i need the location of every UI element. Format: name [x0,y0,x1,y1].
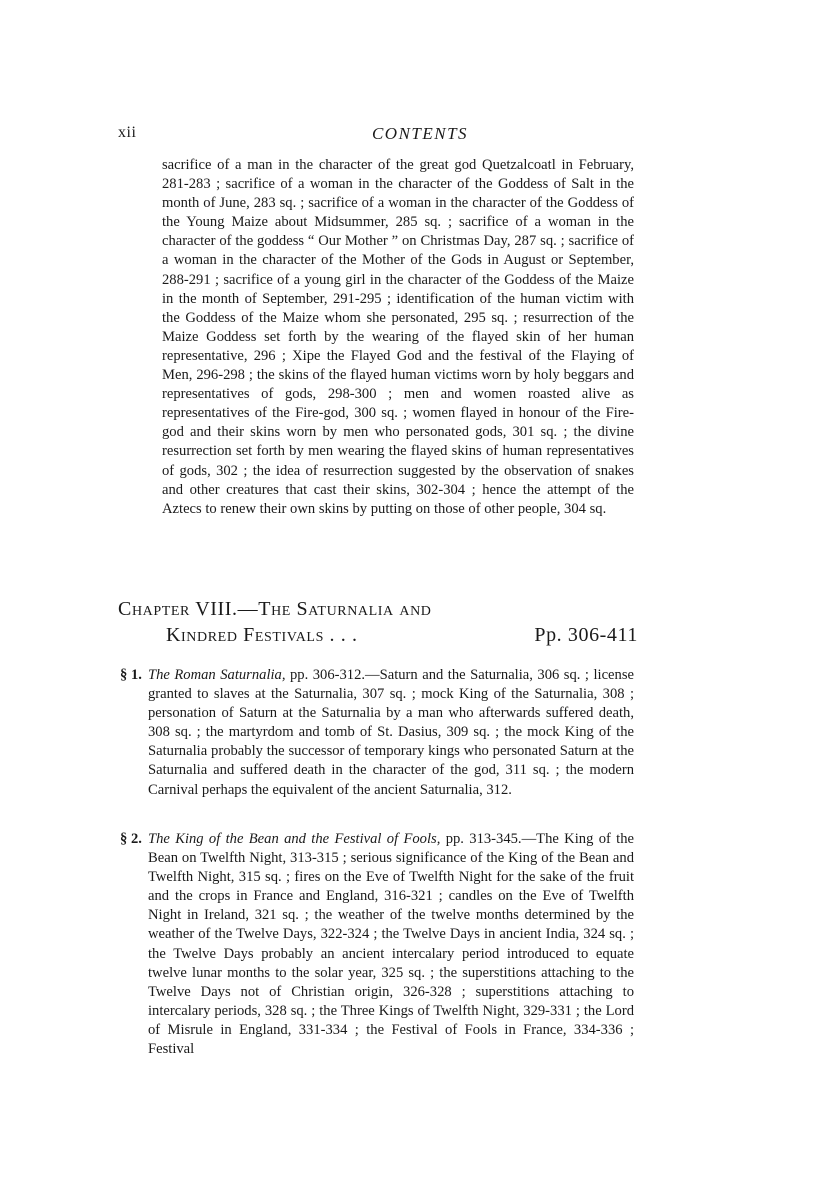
folio: xii [118,124,137,141]
section-1-paragraph [120,666,634,800]
section-1 [120,666,634,800]
section-2-mark: § 2. [120,831,142,847]
chapter-title-line-2: Kindred Festivals . . . [166,624,358,646]
section-1-mark: § 1. [120,667,142,683]
continuation-paragraph: sacrifice of a man in the character of the great god Quetzalcoatl in February, 281-283 ; sacrifice of a woman in the character of the Goddess of Salt in the month of June, 283 sq. ; sacrifice of a woman in the character of the Goddess of the Young Maize about Midsummer, 285 sq. ; sacrifice of a woman in the character of the goddess “ Our Mother ” on Christmas Day, 287 sq. ; sacrifice of a woman in the character of the Mother of the Gods in August or September, 288-291 ; sacrifice of a young girl in the character of the Goddess of the Maize in the month of September, 291-295 ; identification of the human victim with the Goddess of the Maize whom she personated, 295 sq. ; resurrection of the Maize Goddess set forth by the wearing of the flayed skin of her human representative, 296 ; Xipe the Flayed God and the festival of the Flaying of Men, 296-298 ; the skins of the flayed human victims worn by holy beggars and representatives of gods, 298-300 ; men and women roasted alive as representatives of the Fire-god, 300 sq. ; women flayed in honour of the Fire-god and their skins worn by men who personated gods, 301 sq. ; the divine resurrection set forth by men wearing the flayed skins of human representatives of gods, 302 ; the idea of resurrection suggested by the observation of snakes and other creatures that cast their skins, 302-304 ; hence the attempt of the Aztecs to renew their own skins by putting on those of other people, 304 sq. [162,157,634,517]
section-2-title: The King of the Bean and the Festival of Fools, [148,831,441,847]
section-2-text: pp. 313-345.—The King of the Bean on Twelfth Night, 313-315 ; serious significance of the King of the Bean and Twelfth Night, 315 sq. ; fires on the Eve of Twelfth Night for the sake of the fruit and the crops in France and England, 316-321 ; candles on the Eve of Twelfth Night in Ireland, 321 sq. ; the weather of the twelve months determined by the weather of the Twelve Days, 322-324 ; the Twelve Days in ancient India, 324 sq. ; the Twelve Days probably an ancient intercalary period introduced to equate twelve lunar months to the solar year, 325 sq. ; the superstitions attaching to the Twelve Days not of Christian origin, 326-328 ; superstitions attaching to intercalary periods, 328 sq. ; the Three Kings of Twelfth Night, 329-331 ; the Lord of Misrule in England, 331-334 ; the Festival of Fools in France, 334-336 ; Festival [148,831,635,1058]
section-1-title: The Roman Saturnalia, [148,667,286,683]
section-2 [120,830,634,1059]
section-2-paragraph [120,830,634,1059]
running-head: CONTENTS [371,124,469,143]
chapter-title-line-2-wrap [118,622,638,648]
section-1-text: pp. 306-312.—Saturn and the Saturnalia, 306 sq. ; license granted to slaves at the Saturnalia, 307 sq. ; mock King of the Saturnalia, 308 ; personation of Saturn at the Saturnalia by a man who afterwards suffered death, 308 sq. ; the martyrdom and tomb of St. Dasius, 309 sq. ; the mock King of the Saturnalia probably the successor of temporary kings who personated Saturn at the Saturnalia and suffered death in the character of the god, 311 sq. ; the modern Carnival perhaps the equivalent of the ancient Saturnalia, 312. [148,667,634,798]
chapter-title-line-1: Chapter VIII.—The Saturnalia and [118,598,432,620]
page-header [0,124,840,148]
chapter-page-range: Pp. 306-411 [534,624,638,646]
chapter-heading [118,596,638,648]
